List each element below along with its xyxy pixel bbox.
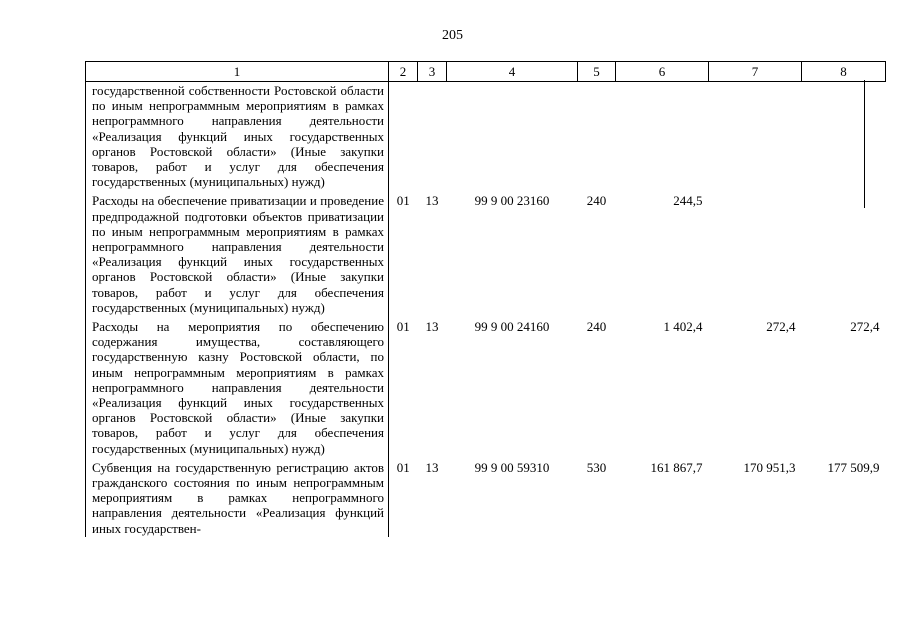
row-amount-2: 170 951,3: [743, 459, 796, 475]
header-col-5: 5: [578, 62, 616, 82]
header-col-4: 4: [447, 62, 578, 82]
budget-table: [85, 61, 886, 537]
row-amount-1: 1 402,4: [663, 319, 703, 335]
row-section: 01: [396, 193, 410, 209]
header-col-1: 1: [86, 62, 389, 82]
row-target-article: [447, 82, 578, 191]
row-description: Расходы на мероприятия по обеспечению содержания имущества, составляющего государственную казну Ростовской области, по иным непрограммным мероприятиям в рамках непрограммного направления деятельности «Реализация функций иных государственных органов Ростовской области» (Иные закупки товаров, работ и услуг для обеспечения государственных (муниципальных) нужд): [86, 316, 389, 457]
table-right-border: [864, 80, 865, 208]
row-amount-1: [616, 82, 709, 191]
header-col-8: 8: [802, 62, 886, 82]
row-expense-type: [578, 82, 616, 191]
row-amount-1: 244,5: [673, 193, 703, 209]
row-description: Расходы на обеспечение приватизации и проведение предпродажной подготовки объектов приватизации по иным непрограммным мероприятиям в рамках непрограммного направления деятельности «Реализация функций иных государственных органов Ростовской области» (Иные закупки товаров, работ и услуг для обеспечения государственных (муниципальных) нужд): [86, 190, 389, 316]
header-col-7: 7: [709, 62, 802, 82]
row-description: Субвенция на государственную регистрацию актов гражданского состояния по иным непрограммным мероприятиям в рамках непрограммного направления деятельности «Реализация функций иных государствен-: [86, 457, 389, 537]
row-amount-3: 177 509,9: [827, 459, 880, 475]
row-target-article: 99 9 00 24160: [474, 319, 550, 335]
table-row: [86, 457, 886, 537]
table-row: [86, 190, 886, 316]
header-col-3: 3: [418, 62, 447, 82]
row-expense-type: 530: [586, 459, 607, 475]
page-number: 205: [442, 28, 463, 43]
header-col-6: 6: [616, 62, 709, 82]
row-amount-2: 272,4: [766, 319, 796, 335]
row-section: 01: [396, 319, 410, 335]
row-section: [389, 82, 418, 191]
row-subsection: 13: [425, 319, 439, 335]
row-target-article: 99 9 00 59310: [474, 459, 550, 475]
row-amount-3: 272,4: [850, 319, 880, 335]
row-amount-1: 161 867,7: [650, 459, 703, 475]
row-description: государственной собственности Ростовской области по иным непрограммным мероприятиям в рамках непрограммного направления деятельности «Реализация функций иных государственных органов Ростовской области» (Иные закупки товаров, работ и услуг для обеспечения государственных (муниципальных) нужд): [86, 82, 389, 191]
row-amount-2: [709, 82, 802, 191]
table-row: [86, 316, 886, 457]
row-amount-3: [802, 82, 886, 191]
row-amount-3: [802, 190, 886, 316]
row-subsection: 13: [425, 459, 439, 475]
row-expense-type: 240: [586, 193, 607, 209]
header-col-2: 2: [389, 62, 418, 82]
row-amount-2: [709, 190, 802, 316]
row-target-article: 99 9 00 23160: [474, 193, 550, 209]
table-row: [86, 82, 886, 191]
row-expense-type: 240: [586, 319, 607, 335]
row-section: 01: [396, 459, 410, 475]
header-row: [86, 62, 886, 82]
row-subsection: 13: [425, 193, 439, 209]
row-subsection: [418, 82, 447, 191]
